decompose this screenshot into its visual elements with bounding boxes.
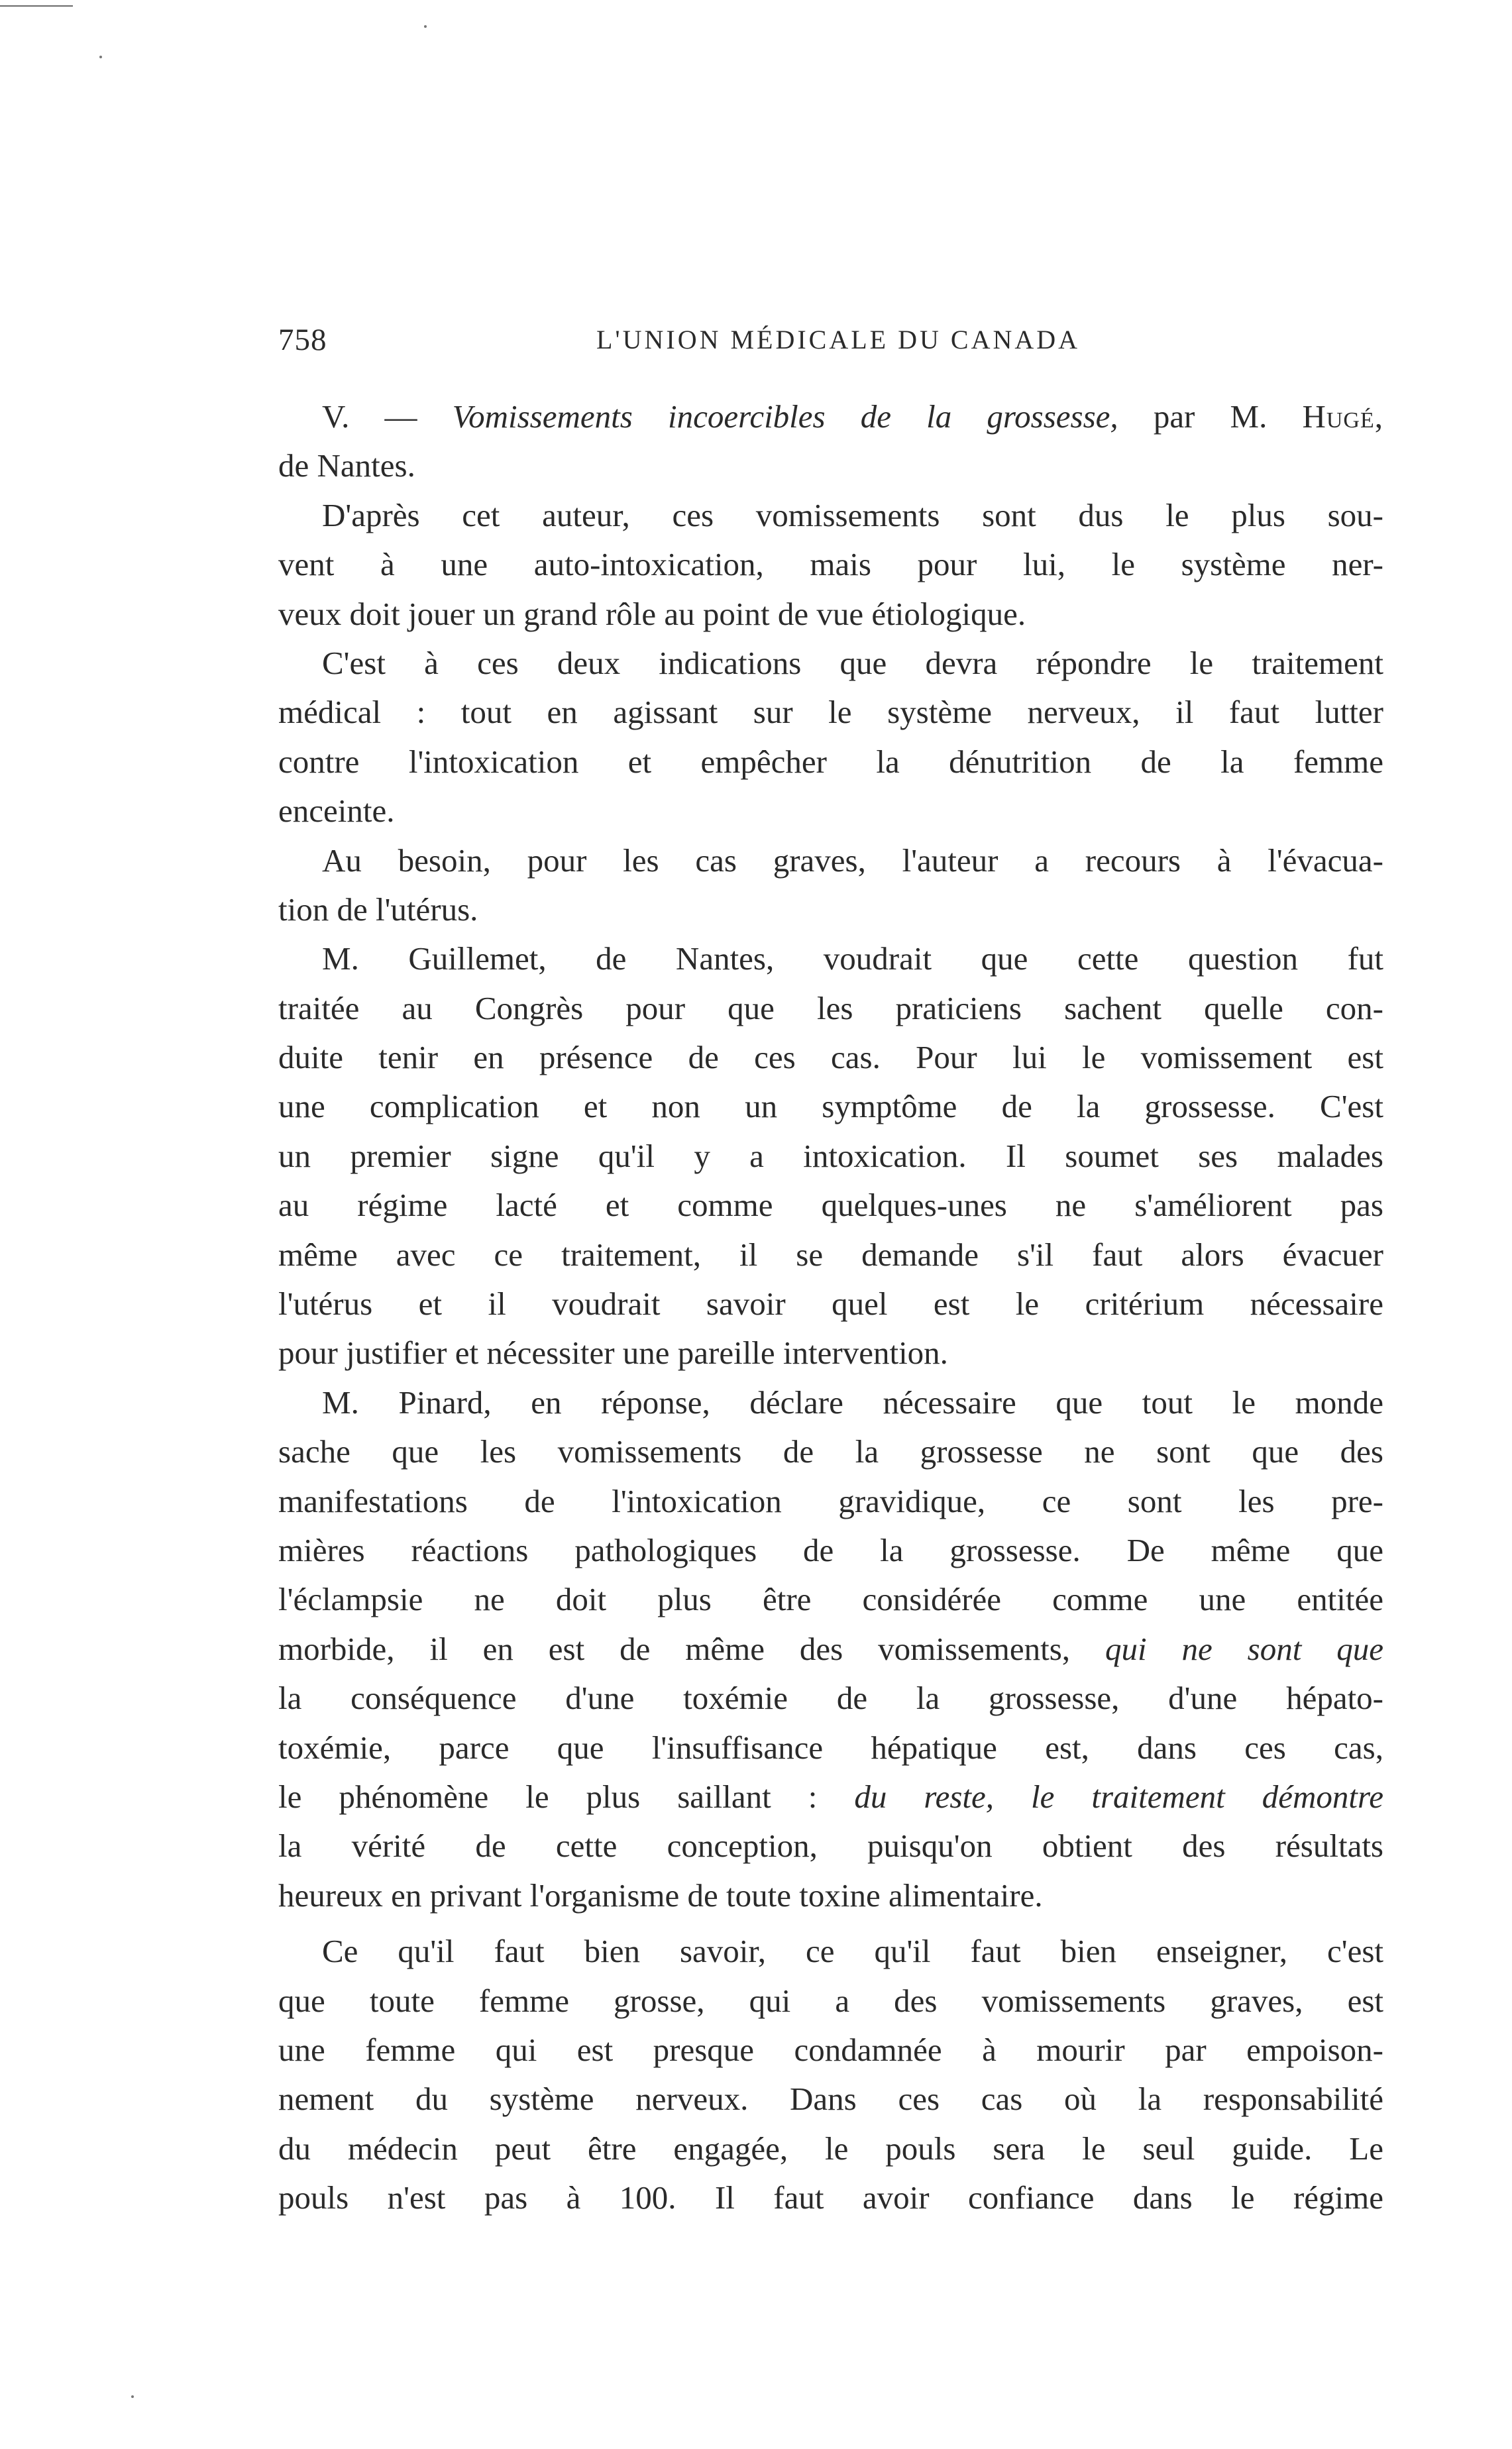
text-line: une complication et non un symptôme de la grossesse. C'est (278, 1088, 1383, 1125)
text-line: un premier signe qu'il y a intoxication. Il soumet ses malades (278, 1137, 1383, 1174)
scan-speck (99, 56, 102, 58)
text-line: le phénomène le plus saillant : du reste, le traitement démontre (278, 1778, 1383, 1815)
scan-edge-mark (0, 5, 73, 7)
section-title: Vomissements incoercibles de la grossesse, (452, 398, 1118, 435)
text-line: pouls n'est pas à 100. Il faut avoir confiance dans le régime (278, 2179, 1383, 2216)
text-line: nement du système nerveux. Dans ces cas où la responsabilité (278, 2081, 1383, 2118)
page-number: 758 (278, 323, 327, 357)
text-line: enceinte. (278, 792, 395, 830)
scan-speck (424, 25, 427, 28)
text-line: que toute femme grosse, qui a des vomissements graves, est (278, 1982, 1383, 2019)
journal-title: L'UNION MÉDICALE DU CANADA (596, 325, 1081, 354)
italic-phrase: qui ne sont que (1105, 1630, 1384, 1667)
section-author: Hugé, (1302, 398, 1383, 435)
text-line: Au besoin, pour les cas graves, l'auteur a recours à l'évacua- (322, 842, 1383, 879)
text-line: contre l'intoxication et empêcher la dénutrition de la femme (278, 743, 1383, 780)
text-line: morbide, il en est de même des vomissements, qui ne sont que (278, 1630, 1384, 1667)
text-line: tion de l'utérus. (278, 891, 478, 928)
text-line: veux doit jouer un grand rôle au point de vue étiologique. (278, 595, 1026, 632)
text-line: l'éclampsie ne doit plus être considérée comme une entitée (278, 1581, 1383, 1618)
text-line: heureux en privant l'organisme de toute toxine alimentaire. (278, 1877, 1043, 1914)
text-line: pour justifier et nécessiter une pareille intervention. (278, 1334, 948, 1372)
text-line: médical : tout en agissant sur le système nerveux, il faut lutter (278, 694, 1383, 731)
text-line: la conséquence d'une toxémie de la grossesse, d'une hépato- (278, 1680, 1383, 1717)
italic-phrase: du reste, le traitement démontre (854, 1778, 1383, 1815)
text-line: M. Pinard, en réponse, déclare nécessaire que tout le monde (322, 1384, 1383, 1421)
scan-speck (131, 2395, 134, 2398)
text-line: la vérité de cette conception, puisqu'on obtient des résultats (278, 1827, 1383, 1865)
text-line: D'après cet auteur, ces vomissements sont dus le plus sou- (322, 496, 1383, 533)
text-line: toxémie, parce que l'insuffisance hépatique est, dans ces cas, (278, 1729, 1383, 1766)
text-line: Ce qu'il faut bien savoir, ce qu'il faut bien enseigner, c'est (322, 1933, 1383, 1970)
text-line: sache que les vomissements de la grossesse ne sont que des (278, 1433, 1383, 1470)
text-line: une femme qui est presque condamnée à mourir par empoison- (278, 2031, 1383, 2068)
section-by: par M. (1118, 398, 1303, 435)
text-line: mières réactions pathologiques de la grossesse. De même que (278, 1531, 1383, 1568)
text-line: du médecin peut être engagée, le pouls sera le seul guide. Le (278, 2130, 1383, 2167)
text-line: duite tenir en présence de ces cas. Pour lui le vomissement est (278, 1039, 1383, 1076)
section-numeral: V. — (322, 398, 453, 435)
text-line: même avec ce traitement, il se demande s'il faut alors évacuer (278, 1236, 1383, 1273)
text-line: de Nantes. (278, 447, 415, 484)
section-heading-line (278, 392, 1383, 441)
text-line: M. Guillemet, de Nantes, voudrait que cette question fut (322, 940, 1383, 977)
article-body (278, 392, 1383, 2222)
text-line: manifestations de l'intoxication gravidique, ce sont les pre- (278, 1482, 1383, 1519)
running-head (278, 320, 1398, 360)
text-line: l'utérus et il voudrait savoir quel est le critérium nécessaire (278, 1285, 1383, 1323)
text-line: C'est à ces deux indications que devra répondre le traitement (322, 644, 1383, 681)
text-line: au régime lacté et comme quelques-unes ne s'améliorent pas (278, 1187, 1383, 1224)
text-line: vent à une auto-intoxication, mais pour lui, le système ner- (278, 546, 1383, 583)
text-line: traitée au Congrès pour que les praticiens sachent quelle con- (278, 989, 1383, 1026)
